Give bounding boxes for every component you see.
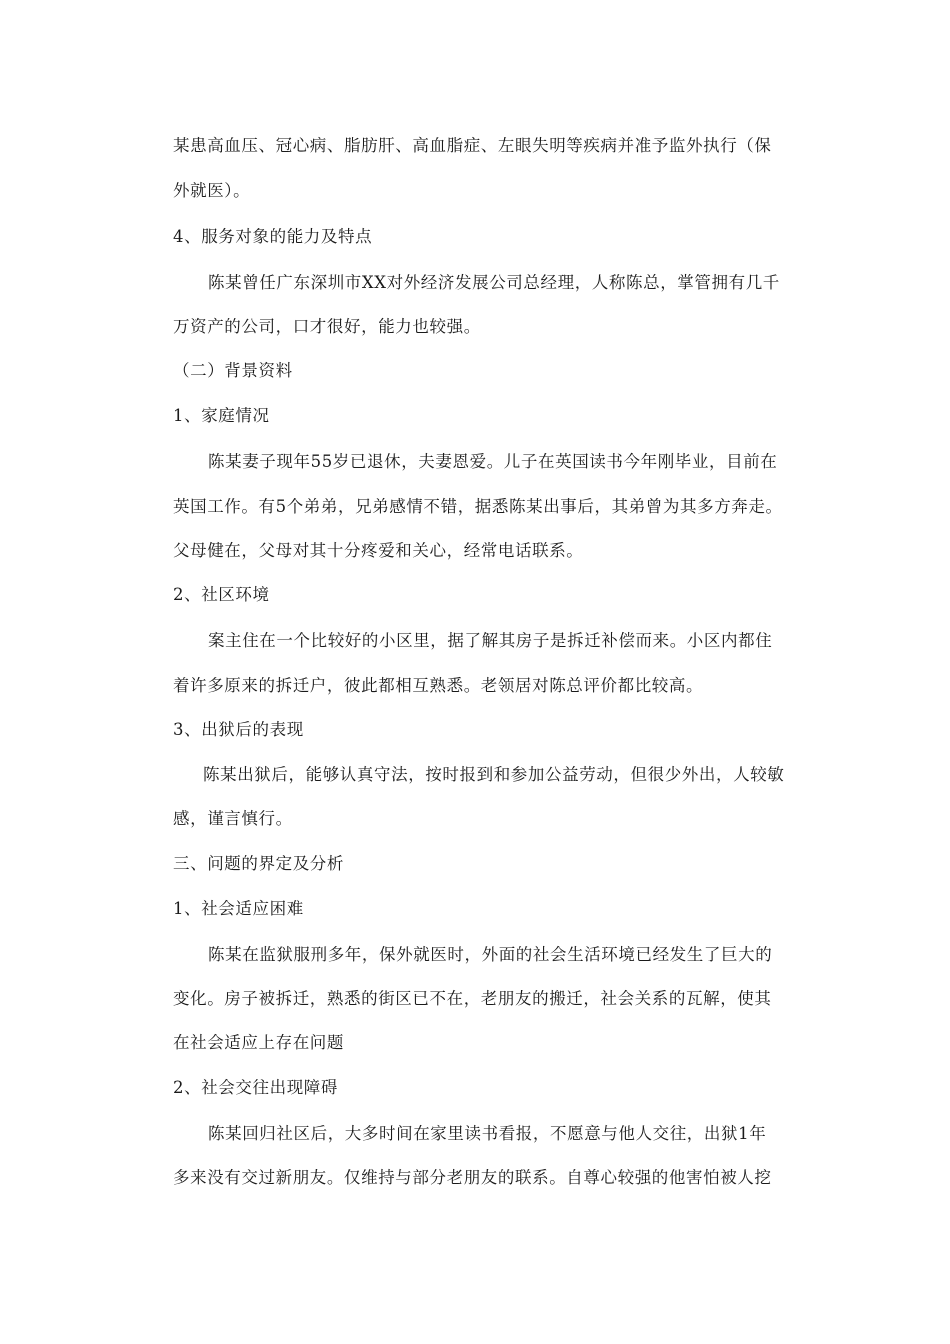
paragraph-line: 某患高血压、冠心病、脂肪肝、高血脂症、左眼失明等疾病并准予监外执行（保 — [173, 136, 772, 155]
section-heading: 2、社会交往出现障碍 — [173, 1078, 338, 1097]
paragraph-line: 陈某曾任广东深圳市XX对外经济发展公司总经理，人称陈总，掌管拥有几千 — [208, 273, 780, 292]
section-heading: 2、社区环境 — [173, 585, 270, 604]
paragraph-line: 陈某出狱后，能够认真守法，按时报到和参加公益劳动，但很少外出，人较敏 — [203, 765, 785, 784]
paragraph-line: 在社会适应上存在问题 — [173, 1033, 344, 1052]
paragraph-line: 英国工作。有5个弟弟，兄弟感情不错，据悉陈某出事后，其弟曾为其多方奔走。 — [173, 497, 783, 516]
section-heading: 三、问题的界定及分析 — [173, 854, 344, 873]
paragraph-line: 陈某回归社区后，大多时间在家里读书看报，不愿意与他人交往，出狱1年 — [208, 1124, 767, 1143]
paragraph-line: 万资产的公司，口才很好，能力也较强。 — [173, 317, 481, 336]
section-heading: （二）背景资料 — [173, 361, 293, 380]
paragraph-line: 陈某在监狱服刑多年，保外就医时，外面的社会生活环境已经发生了巨大的 — [208, 945, 773, 964]
paragraph-line: 变化。房子被拆迁，熟悉的街区已不在，老朋友的搬迁，社会关系的瓦解，使其 — [173, 989, 772, 1008]
paragraph-line: 多来没有交过新朋友。仅维持与部分老朋友的联系。自尊心较强的他害怕被人挖 — [173, 1168, 772, 1187]
paragraph-line: 着许多原来的拆迁户，彼此都相互熟悉。老领居对陈总评价都比较高。 — [173, 676, 704, 695]
section-heading: 3、出狱后的表现 — [173, 720, 304, 739]
paragraph-line: 外就医）。 — [173, 181, 251, 200]
section-heading: 1、社会适应困难 — [173, 899, 304, 918]
paragraph-line: 案主住在一个比较好的小区里，据了解其房子是拆迁补偿而来。小区内都住 — [208, 631, 773, 650]
paragraph-line: 感，谨言慎行。 — [173, 809, 293, 828]
section-heading: 4、服务对象的能力及特点 — [173, 227, 373, 246]
paragraph-line: 父母健在，父母对其十分疼爱和关心，经常电话联系。 — [173, 541, 584, 560]
section-heading: 1、家庭情况 — [173, 406, 270, 425]
paragraph-line: 陈某妻子现年55岁已退休，夫妻恩爱。儿子在英国读书今年刚毕业，目前在 — [208, 452, 778, 471]
